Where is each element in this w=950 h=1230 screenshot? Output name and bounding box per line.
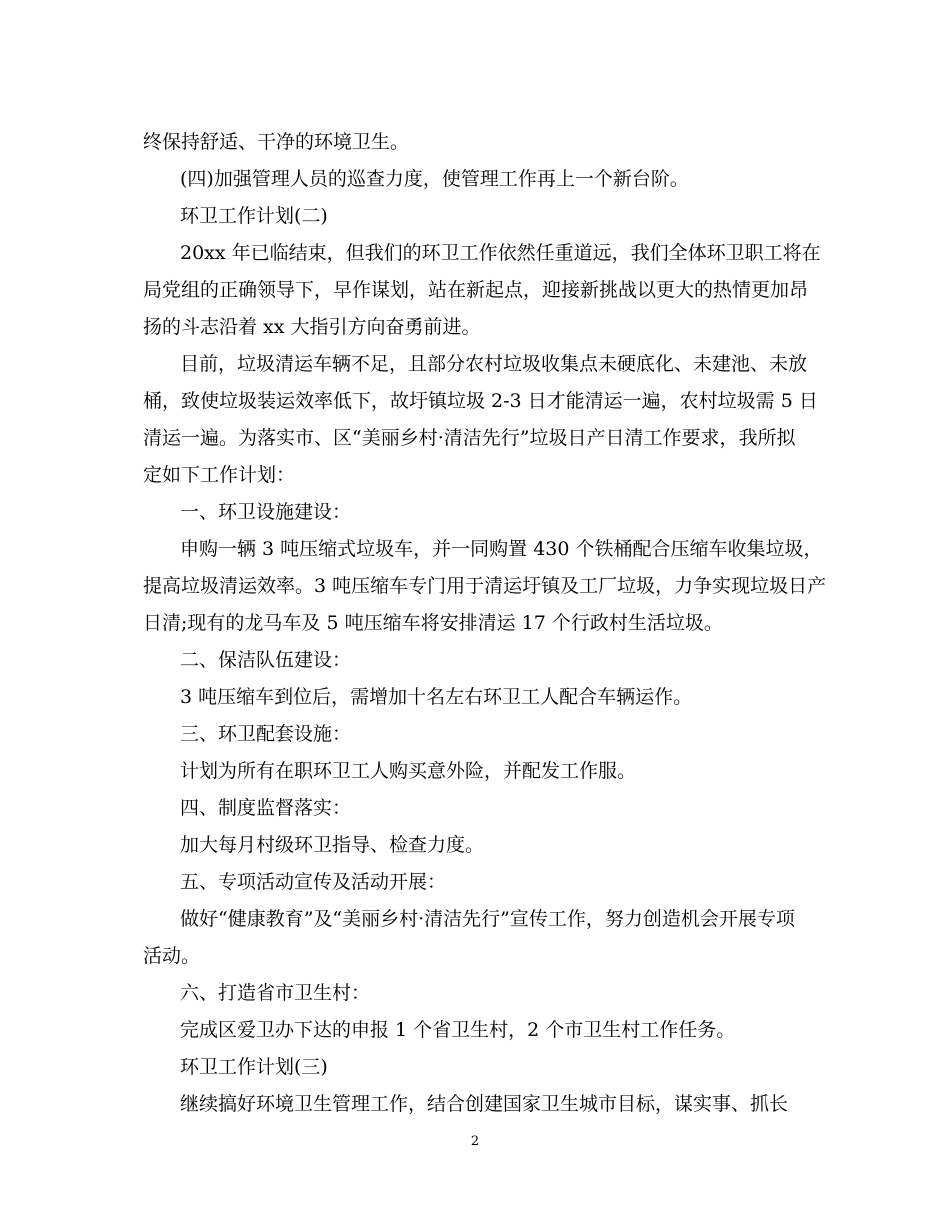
list-heading: 一、环卫设施建设：: [180, 501, 352, 523]
paragraph-line: 清运一遍。为落实市、区“美丽乡村·清洁先行”垃圾日产日清工作要求，我所拟: [143, 427, 796, 449]
paragraph-line: 计划为所有在职环卫工人购买意外险，并配发工作服。: [180, 760, 637, 782]
paragraph-line: 加大每月村级环卫指导、检查力度。: [180, 834, 485, 856]
paragraph-line: 提高垃圾清运效率。3 吨压缩车专门用于清运圩镇及工厂垃圾，力争实现垃圾日产: [143, 575, 827, 597]
paragraph-line: 3 吨压缩车到位后，需增加十名左右环卫工人配合车辆运作。: [180, 686, 693, 708]
paragraph-line: 继续搞好环境卫生管理工作，结合创建国家卫生城市目标，谋实事、抓长: [180, 1093, 789, 1115]
list-heading: 二、保洁队伍建设：: [180, 649, 352, 671]
section-heading: 环卫工作计划(二): [180, 205, 328, 227]
page-number: 2: [470, 1134, 480, 1149]
paragraph-line: 扬的斗志沿着 xx 大指引方向奋勇前进。: [143, 316, 481, 338]
paragraph-line: 完成区爱卫办下达的申报 1 个省卫生村，2 个市卫生村工作任务。: [180, 1019, 736, 1041]
section-heading: 环卫工作计划(三): [180, 1056, 328, 1078]
list-heading: 六、打造省市卫生村：: [180, 982, 371, 1004]
list-heading: 五、专项活动宣传及活动开展：: [180, 871, 447, 893]
paragraph-line: 20xx 年已临结束，但我们的环卫工作依然任重道远，我们全体环卫职工将在: [180, 242, 821, 264]
document-body: [143, 124, 827, 1123]
paragraph-line: (四)加强管理人员的巡查力度，使管理工作再上一个新台阶。: [180, 168, 689, 190]
paragraph-line: 局党组的正确领导下，早作谋划，站在新起点，迎接新挑战以更大的热情更加昂: [143, 279, 809, 301]
paragraph-line: 做好“健康教育”及“美丽乡村·清洁先行”宣传工作，努力创造机会开展专项: [180, 908, 795, 930]
paragraph-line: 终保持舒适、干净的环境卫生。: [143, 131, 410, 153]
paragraph-line: 日清;现有的龙马车及 5 吨压缩车将安排清运 17 个行政村生活垃圾。: [143, 612, 723, 634]
paragraph-line: 定如下工作计划：: [143, 464, 296, 486]
list-heading: 四、制度监督落实：: [180, 797, 352, 819]
paragraph-line: 申购一辆 3 吨压缩式垃圾车，并一同购置 430 个铁桶配合压缩车收集垃圾，: [180, 538, 823, 560]
paragraph-line: 活动。: [143, 945, 201, 967]
paragraph-line: 桶，致使垃圾装运效率低下，故圩镇垃圾 2-3 日才能清运一遍，农村垃圾需 5 日: [143, 390, 818, 412]
paragraph-line: 目前，垃圾清运车辆不足，且部分农村垃圾收集点未硬底化、未建池、未放: [180, 353, 808, 375]
list-heading: 三、环卫配套设施：: [180, 723, 352, 745]
